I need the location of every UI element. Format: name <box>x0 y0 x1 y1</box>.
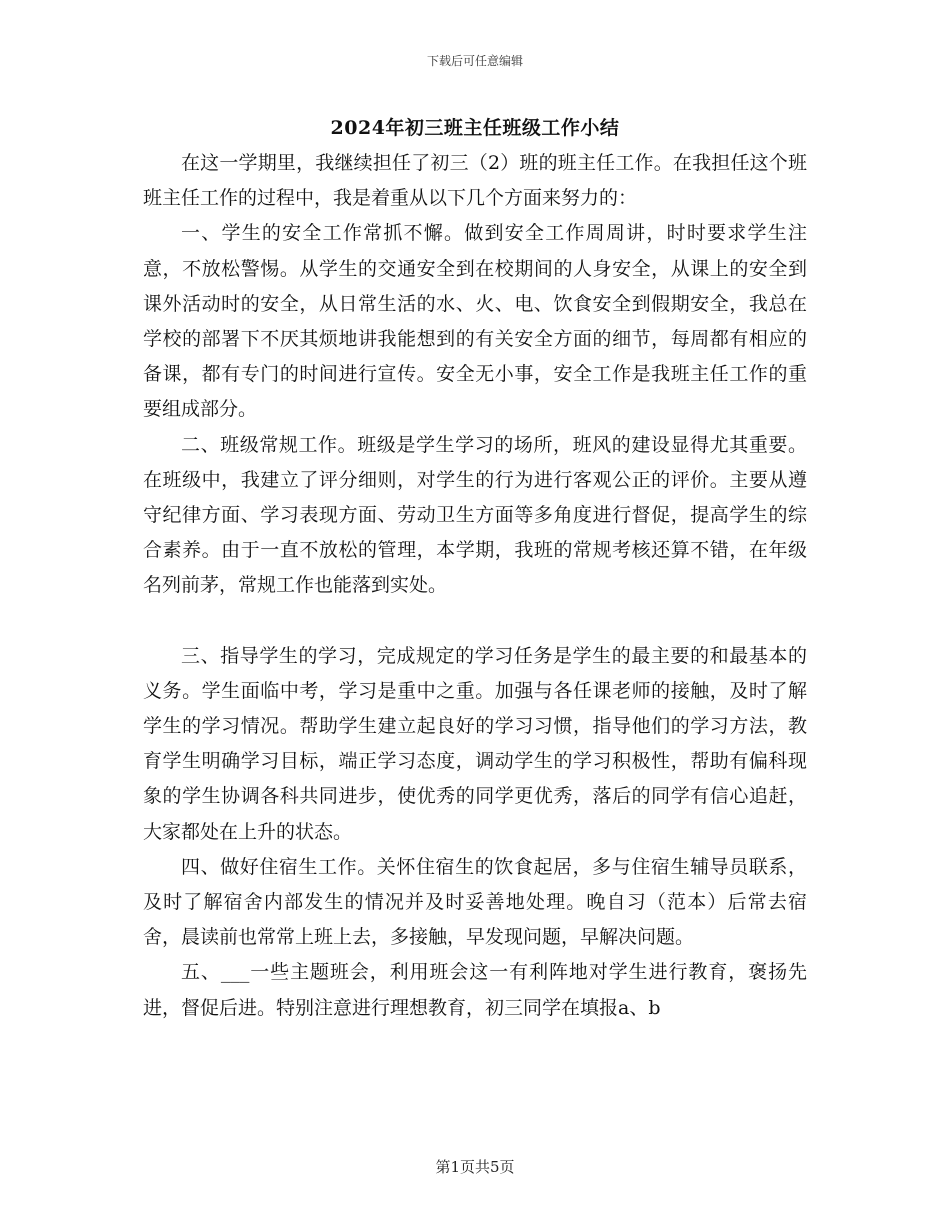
document-title: 2024年初三班主任班级工作小结 <box>330 117 620 139</box>
paragraph-routine: 二、班级常规工作。班级是学生学习的场所，班风的建设显得尤其重要。在班级中，我建立了评分细则，对学生的行为进行客观公正的评价。主要从遵守纪律方面、学习表现方面、劳动卫生方面等多角度进行督促，提高学生的综合素养。由于一直不放松的管理，本学期，我班的常规考核还算不错，在年级名列前茅，常规工作也能落到实处。 <box>143 433 807 597</box>
paragraph-safety: 一、学生的安全工作常抓不懈。做到安全工作周周讲，时时要求学生注意，不放松警惕。从学生的交通安全到在校期间的人身安全，从课上的安全到课外活动时的安全，从日常生活的水、火、电、饮食安全到假期安全，我总在学校的部署下不厌其烦地讲我能想到的有关安全方面的细节，每周都有相应的备课，都有专门的时间进行宣传。安全无小事，安全工作是我班主任工作的重要组成部分。 <box>143 222 807 421</box>
page-number: 第1页共5页 <box>435 1158 515 1176</box>
paragraph-study: 三、指导学生的学习，完成规定的学习任务是学生的最主要的和最基本的义务。学生面临中考，学习是重中之重。加强与各任课老师的接触，及时了解学生的学习情况。帮助学生建立起良好的学习习惯，指导他们的学习方法，教育学生明确学习目标，端正学习态度，调动学生的学习积极性，帮助有偏科现象的学生协调各科共同进步，使优秀的同学更优秀，落后的同学有信心追赶，大家都处在上升的状态。 <box>143 644 807 843</box>
header-note: 下载后可任意编辑 <box>426 54 523 68</box>
document-body <box>143 146 807 1026</box>
paragraph-intro: 在这一学期里，我继续担任了初三（2）班的班主任工作。在我担任这个班班主任工作的过程中，我是着重从以下几个方面来努力的： <box>143 152 807 210</box>
paragraph-boarding: 四、做好住宿生工作。关怀住宿生的饮食起居，多与住宿生辅导员联系，及时了解宿舍内部发生的情况并及时妥善地处理。晚自习（范本）后常去宿舍，晨读前也常常上班上去，多接触，早发现问题，早解决问题。 <box>143 855 807 949</box>
paragraph-class-meeting: 五、___一些主题班会，利用班会这一有利阵地对学生进行教育，褒扬先进，督促后进。特别注意进行理想教育，初三同学在填报a、b <box>143 961 807 1019</box>
